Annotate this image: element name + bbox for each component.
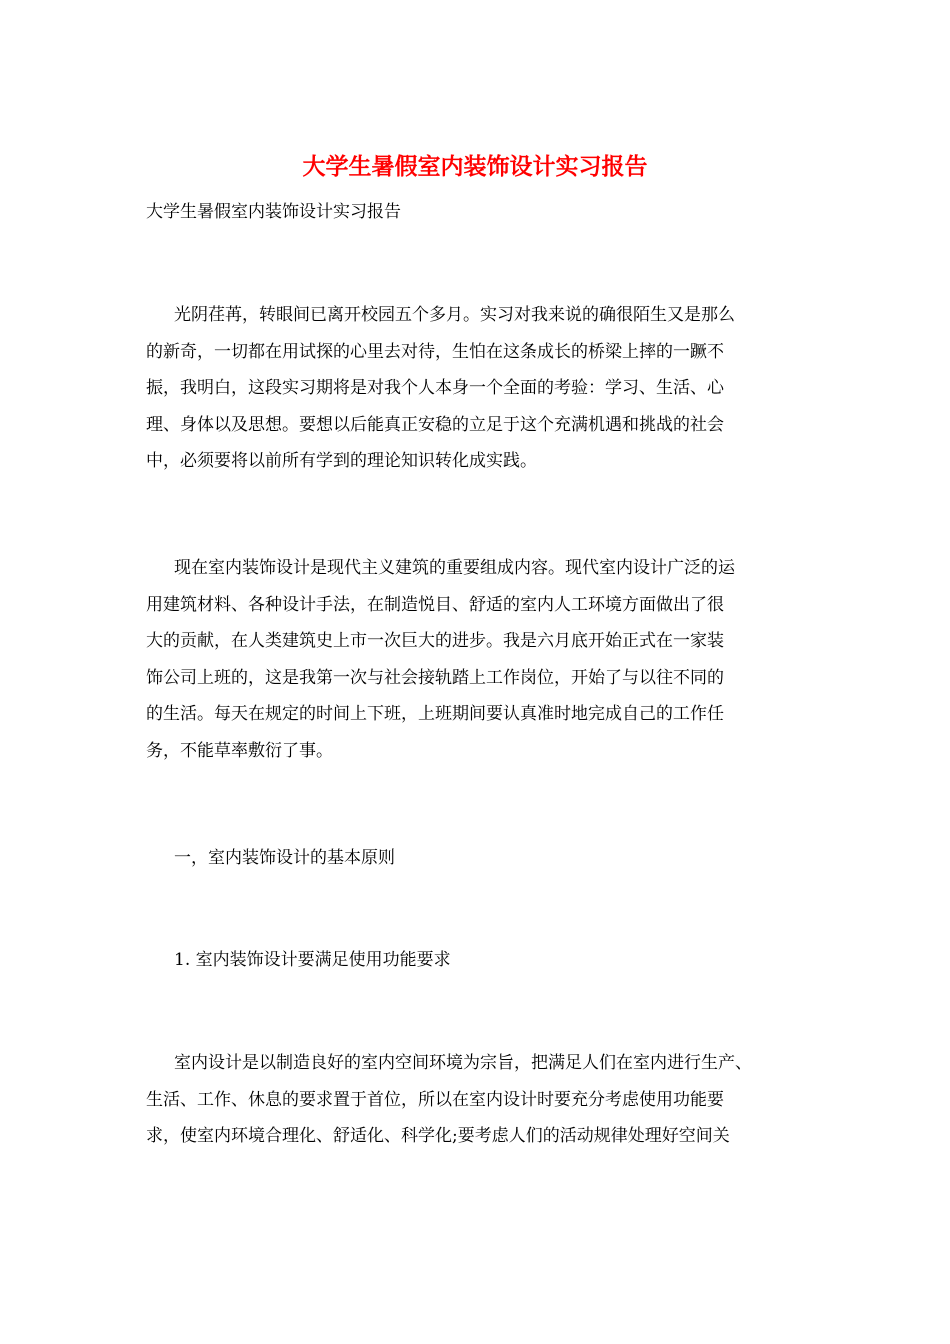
subsection-heading: 1. 室内装饰设计要满足使用功能要求 (174, 950, 451, 970)
paragraph-line: 振，我明白，这段实习期将是对我个人本身一个全面的考验：学习、生活、心 (146, 378, 724, 398)
paragraph-line: 的新奇，一切都在用试探的心里去对待，生怕在这条成长的桥梁上摔的一蹶不 (146, 341, 724, 362)
paragraph-line: 光阴荏苒，转眼间已离开校园五个多月。实习对我来说的确很陌生又是那么 (174, 305, 735, 325)
paragraph-functional-requirements (146, 1045, 836, 1155)
paragraph-intro (146, 297, 836, 480)
paragraph-line: 用建筑材料、各种设计手法，在制造悦目、舒适的室内人工环境方面做出了很 (146, 594, 724, 615)
paragraph-line: 室内设计是以制造良好的室内空间环境为宗旨，把满足人们在室内进行生产、 (174, 1053, 752, 1073)
section-heading: 一，室内装饰设计的基本原则 (174, 848, 395, 868)
document-title: 大学生暑假室内装饰设计实习报告 (302, 153, 648, 180)
paragraph-line: 现在室内装饰设计是现代主义建筑的重要组成内容。现代室内设计广泛的运 (174, 558, 735, 578)
paragraph-line: 理、身体以及思想。要想以后能真正安稳的立足于这个充满机遇和挑战的社会 (146, 414, 724, 435)
paragraph-line: 大的贡献，在人类建筑史上市一次巨大的进步。我是六月底开始正式在一家装 (146, 631, 724, 651)
paragraph-line: 务，不能草率敷衍了事。 (146, 740, 333, 761)
paragraph-line: 的生活。每天在规定的时间上下班，上班期间要认真准时地完成自己的工作任 (146, 704, 724, 724)
paragraph-line: 生活、工作、休息的要求置于首位，所以在室内设计时要充分考虑使用功能要 (146, 1089, 724, 1110)
paragraph-line: 求，使室内环境合理化、舒适化、科学化;要考虑人们的活动规律处理好空间关 (146, 1126, 730, 1146)
paragraph-line: 饰公司上班的，这是我第一次与社会接轨踏上工作岗位，开始了与以往不同的 (146, 667, 724, 688)
document-subtitle: 大学生暑假室内装饰设计实习报告 (146, 202, 401, 222)
paragraph-design-overview (146, 550, 836, 769)
paragraph-line: 中，必须要将以前所有学到的理论知识转化成实践。 (146, 451, 537, 471)
